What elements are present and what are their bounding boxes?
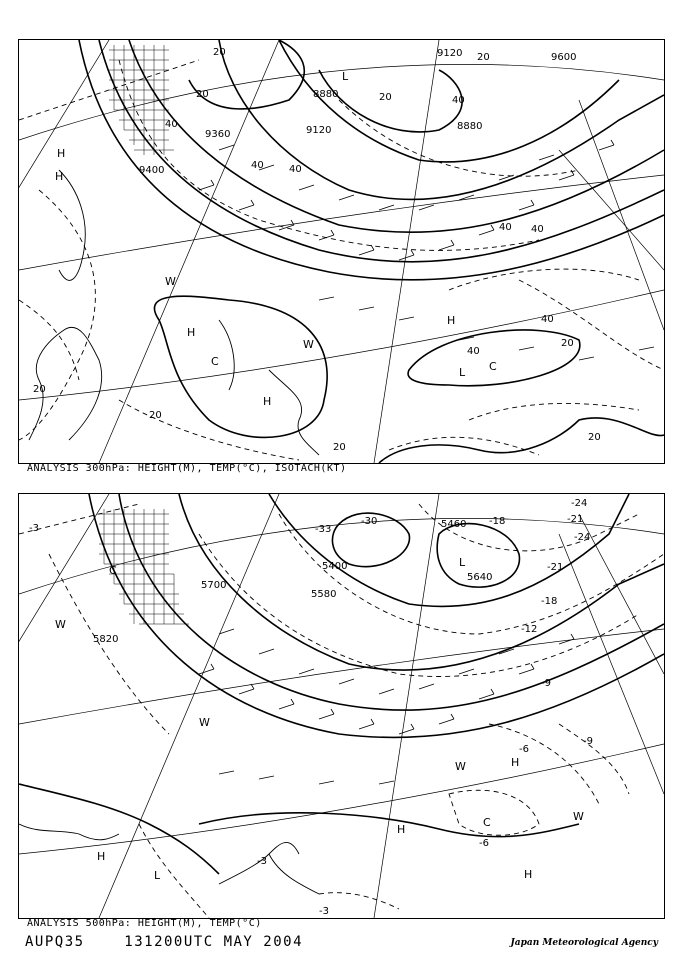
- contour-label: 40: [165, 119, 178, 130]
- contour-label: -30: [361, 516, 378, 527]
- height-contours: [79, 40, 664, 463]
- contour-label: 20: [33, 384, 46, 395]
- contour-label: 9400: [139, 165, 165, 176]
- contour-label: -12: [521, 624, 538, 635]
- pressure-symbols: [55, 70, 497, 408]
- low-symbol: L: [154, 869, 161, 882]
- contour-label: 40: [531, 224, 544, 235]
- high-symbol: H: [97, 850, 106, 863]
- chart-code-and-time: AUPQ35 131200UTC MAY 2004: [25, 934, 304, 950]
- cold-symbol: C: [211, 355, 219, 368]
- isotach-hatching: [109, 45, 174, 155]
- contour-label: -24: [574, 532, 591, 543]
- contour-label: 5820: [93, 634, 119, 645]
- contour-label: 9600: [551, 52, 577, 63]
- contour-label: 5640: [467, 572, 493, 583]
- contour-label: -24: [571, 498, 588, 509]
- graticule: [19, 494, 664, 918]
- contour-label: 20: [379, 92, 392, 103]
- contour-label: -3: [29, 523, 39, 534]
- contour-label: 9120: [437, 48, 463, 59]
- warm-symbol: W: [55, 618, 66, 631]
- height-contours: [19, 494, 664, 874]
- high-symbol: H: [524, 868, 533, 881]
- contour-label: 20: [333, 442, 346, 453]
- warm-symbol: W: [199, 716, 210, 729]
- warm-symbol: W: [573, 810, 584, 823]
- contour-label: -18: [541, 596, 558, 607]
- contour-label: 40: [541, 314, 554, 325]
- high-symbol: H: [397, 823, 406, 836]
- contour-label: -6: [479, 838, 489, 849]
- contour-label: 9360: [205, 129, 231, 140]
- warm-symbol: W: [165, 275, 176, 288]
- high-symbol: H: [57, 147, 66, 160]
- contour-label: 8880: [313, 89, 339, 100]
- map-500hpa: [18, 493, 665, 919]
- warm-symbol: W: [303, 338, 314, 351]
- contour-label: 5580: [311, 589, 337, 600]
- contour-label: 40: [467, 346, 480, 357]
- caption-300hpa: ANALYSIS 300hPa: HEIGHT(M), TEMP(°C), ISOTACH(KT): [27, 463, 347, 474]
- contour-label: 20: [561, 338, 574, 349]
- caption-500hpa: ANALYSIS 500hPa: HEIGHT(M), TEMP(°C): [27, 918, 262, 929]
- contour-label: 20: [149, 410, 162, 421]
- coastline: [29, 170, 319, 455]
- cold-symbol: C: [109, 564, 117, 577]
- low-symbol: L: [342, 70, 349, 83]
- contour-label: 5400: [322, 561, 348, 572]
- contour-label: 8880: [457, 121, 483, 132]
- cold-symbol: C: [489, 360, 497, 373]
- high-symbol: H: [187, 326, 196, 339]
- contour-label: 5700: [201, 580, 227, 591]
- high-symbol: H: [263, 395, 272, 408]
- contour-label: 5460: [441, 519, 467, 530]
- contour-label: -21: [567, 514, 584, 525]
- contour-label: -21: [547, 562, 564, 573]
- contour-label: -9: [583, 736, 593, 747]
- warm-symbol: W: [455, 760, 466, 773]
- contour-label: -33: [315, 524, 332, 535]
- high-symbol: H: [55, 170, 64, 183]
- contour-label: 40: [452, 95, 465, 106]
- contour-label: -3: [257, 856, 267, 867]
- graticule: [19, 40, 664, 463]
- contour-label: 9120: [306, 125, 332, 136]
- contour-label: -9: [541, 678, 551, 689]
- contour-label: 40: [251, 160, 264, 171]
- cold-symbol: C: [483, 816, 491, 829]
- low-symbol: L: [459, 556, 466, 569]
- contour-label: 40: [289, 164, 302, 175]
- dashed-contours: [19, 60, 664, 460]
- contour-label: 20: [588, 432, 601, 443]
- map-500hpa-graphics: [19, 494, 664, 918]
- wind-barbs: [199, 140, 654, 360]
- high-symbol: H: [511, 756, 520, 769]
- contour-label: 20: [213, 47, 226, 58]
- low-symbol: L: [459, 366, 466, 379]
- contour-label: -3: [319, 906, 329, 917]
- high-symbol: H: [447, 314, 456, 327]
- contour-label: 20: [196, 89, 209, 100]
- map-300hpa: [18, 39, 665, 464]
- contour-label: 20: [477, 52, 490, 63]
- contour-label: -18: [489, 516, 506, 527]
- contour-label: 40: [499, 222, 512, 233]
- contour-label: -6: [519, 744, 529, 755]
- agency-name: Japan Meteorological Agency: [510, 938, 658, 948]
- map-300hpa-graphics: [19, 40, 664, 463]
